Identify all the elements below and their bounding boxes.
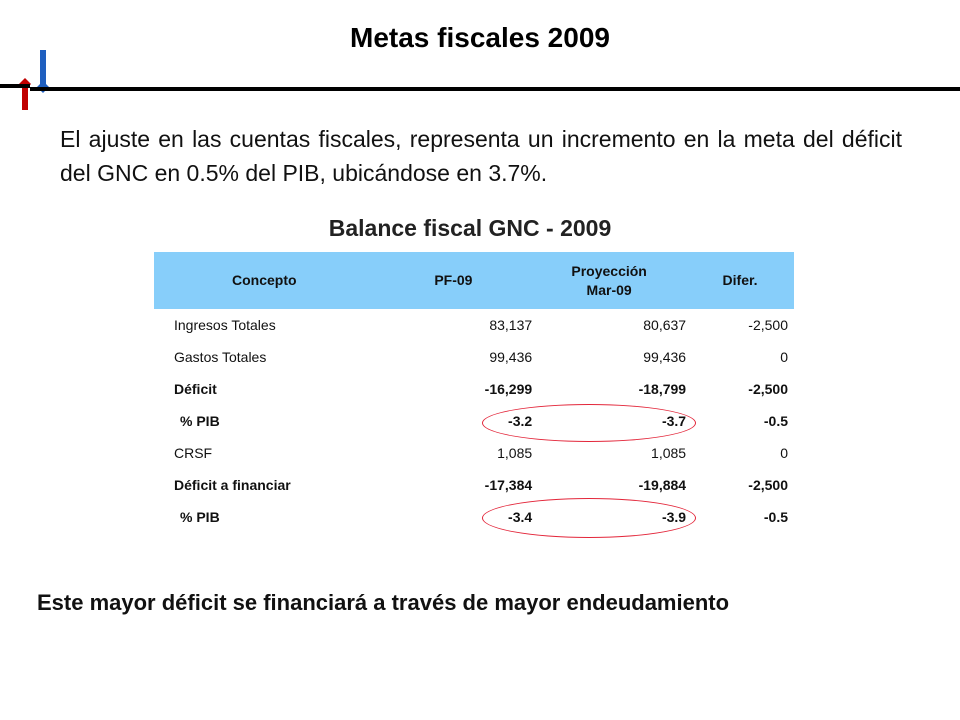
header-concepto: Concepto — [154, 252, 375, 309]
highlight-ellipse-row2 — [482, 498, 696, 538]
row-proyeccion: 1,085 — [651, 445, 687, 461]
row-proyeccion: -3.7 — [661, 413, 687, 429]
logo-mark-icon — [0, 0, 60, 120]
row-pf09: 1,085 — [497, 445, 533, 461]
row-label: % PIB — [180, 509, 220, 525]
header-pf09: PF-09 — [375, 252, 533, 309]
row-pf09: 83,137 — [489, 317, 533, 333]
row-difer: -2,500 — [748, 477, 788, 493]
table-row — [154, 341, 794, 373]
row-proyeccion: -3.9 — [661, 509, 687, 525]
row-proyeccion: -19,884 — [638, 477, 687, 493]
table-row — [154, 373, 794, 405]
table-row — [154, 437, 794, 469]
fiscal-balance-table — [154, 252, 794, 533]
row-label: % PIB — [180, 413, 220, 429]
row-pf09: 99,436 — [489, 349, 533, 365]
page-title: Metas fiscales 2009 — [350, 22, 610, 53]
row-pf09: -3.2 — [508, 413, 533, 429]
row-difer: -2,500 — [748, 381, 788, 397]
table-row — [154, 501, 794, 533]
row-proyeccion: -18,799 — [638, 381, 687, 397]
intro-paragraph: El ajuste en las cuentas fiscales, representa un incremento en la meta del déficit del GNC en 0.5% del PIB, ubicándose en 3.7%. — [60, 126, 902, 186]
footer-note: Este mayor déficit se financiará a través de mayor endeudamiento — [37, 590, 730, 615]
row-pf09: -16,299 — [484, 381, 533, 397]
title-divider — [30, 87, 960, 91]
row-difer: 0 — [780, 349, 788, 365]
header-proyeccion: Proyección Mar-09 — [532, 252, 686, 309]
row-difer: -0.5 — [763, 413, 788, 429]
row-label: Déficit a financiar — [174, 477, 291, 493]
row-difer: -2,500 — [748, 317, 788, 333]
row-pf09: -17,384 — [484, 477, 533, 493]
row-label: Gastos Totales — [174, 349, 267, 365]
row-difer: 0 — [780, 445, 788, 461]
row-label: CRSF — [174, 445, 213, 461]
table-row — [154, 469, 794, 501]
table-row — [154, 405, 794, 437]
row-pf09: -3.4 — [508, 509, 533, 525]
row-proyeccion: 80,637 — [643, 317, 687, 333]
table-row — [154, 309, 794, 341]
table-header-row — [154, 252, 794, 309]
row-difer: -0.5 — [763, 509, 788, 525]
row-label: Ingresos Totales — [174, 317, 276, 333]
row-proyeccion: 99,436 — [643, 349, 687, 365]
table-title: Balance fiscal GNC - 2009 — [328, 215, 612, 241]
header-difer: Difer. — [686, 252, 794, 309]
row-label: Déficit — [174, 381, 217, 397]
highlight-ellipse-row1 — [482, 404, 696, 442]
